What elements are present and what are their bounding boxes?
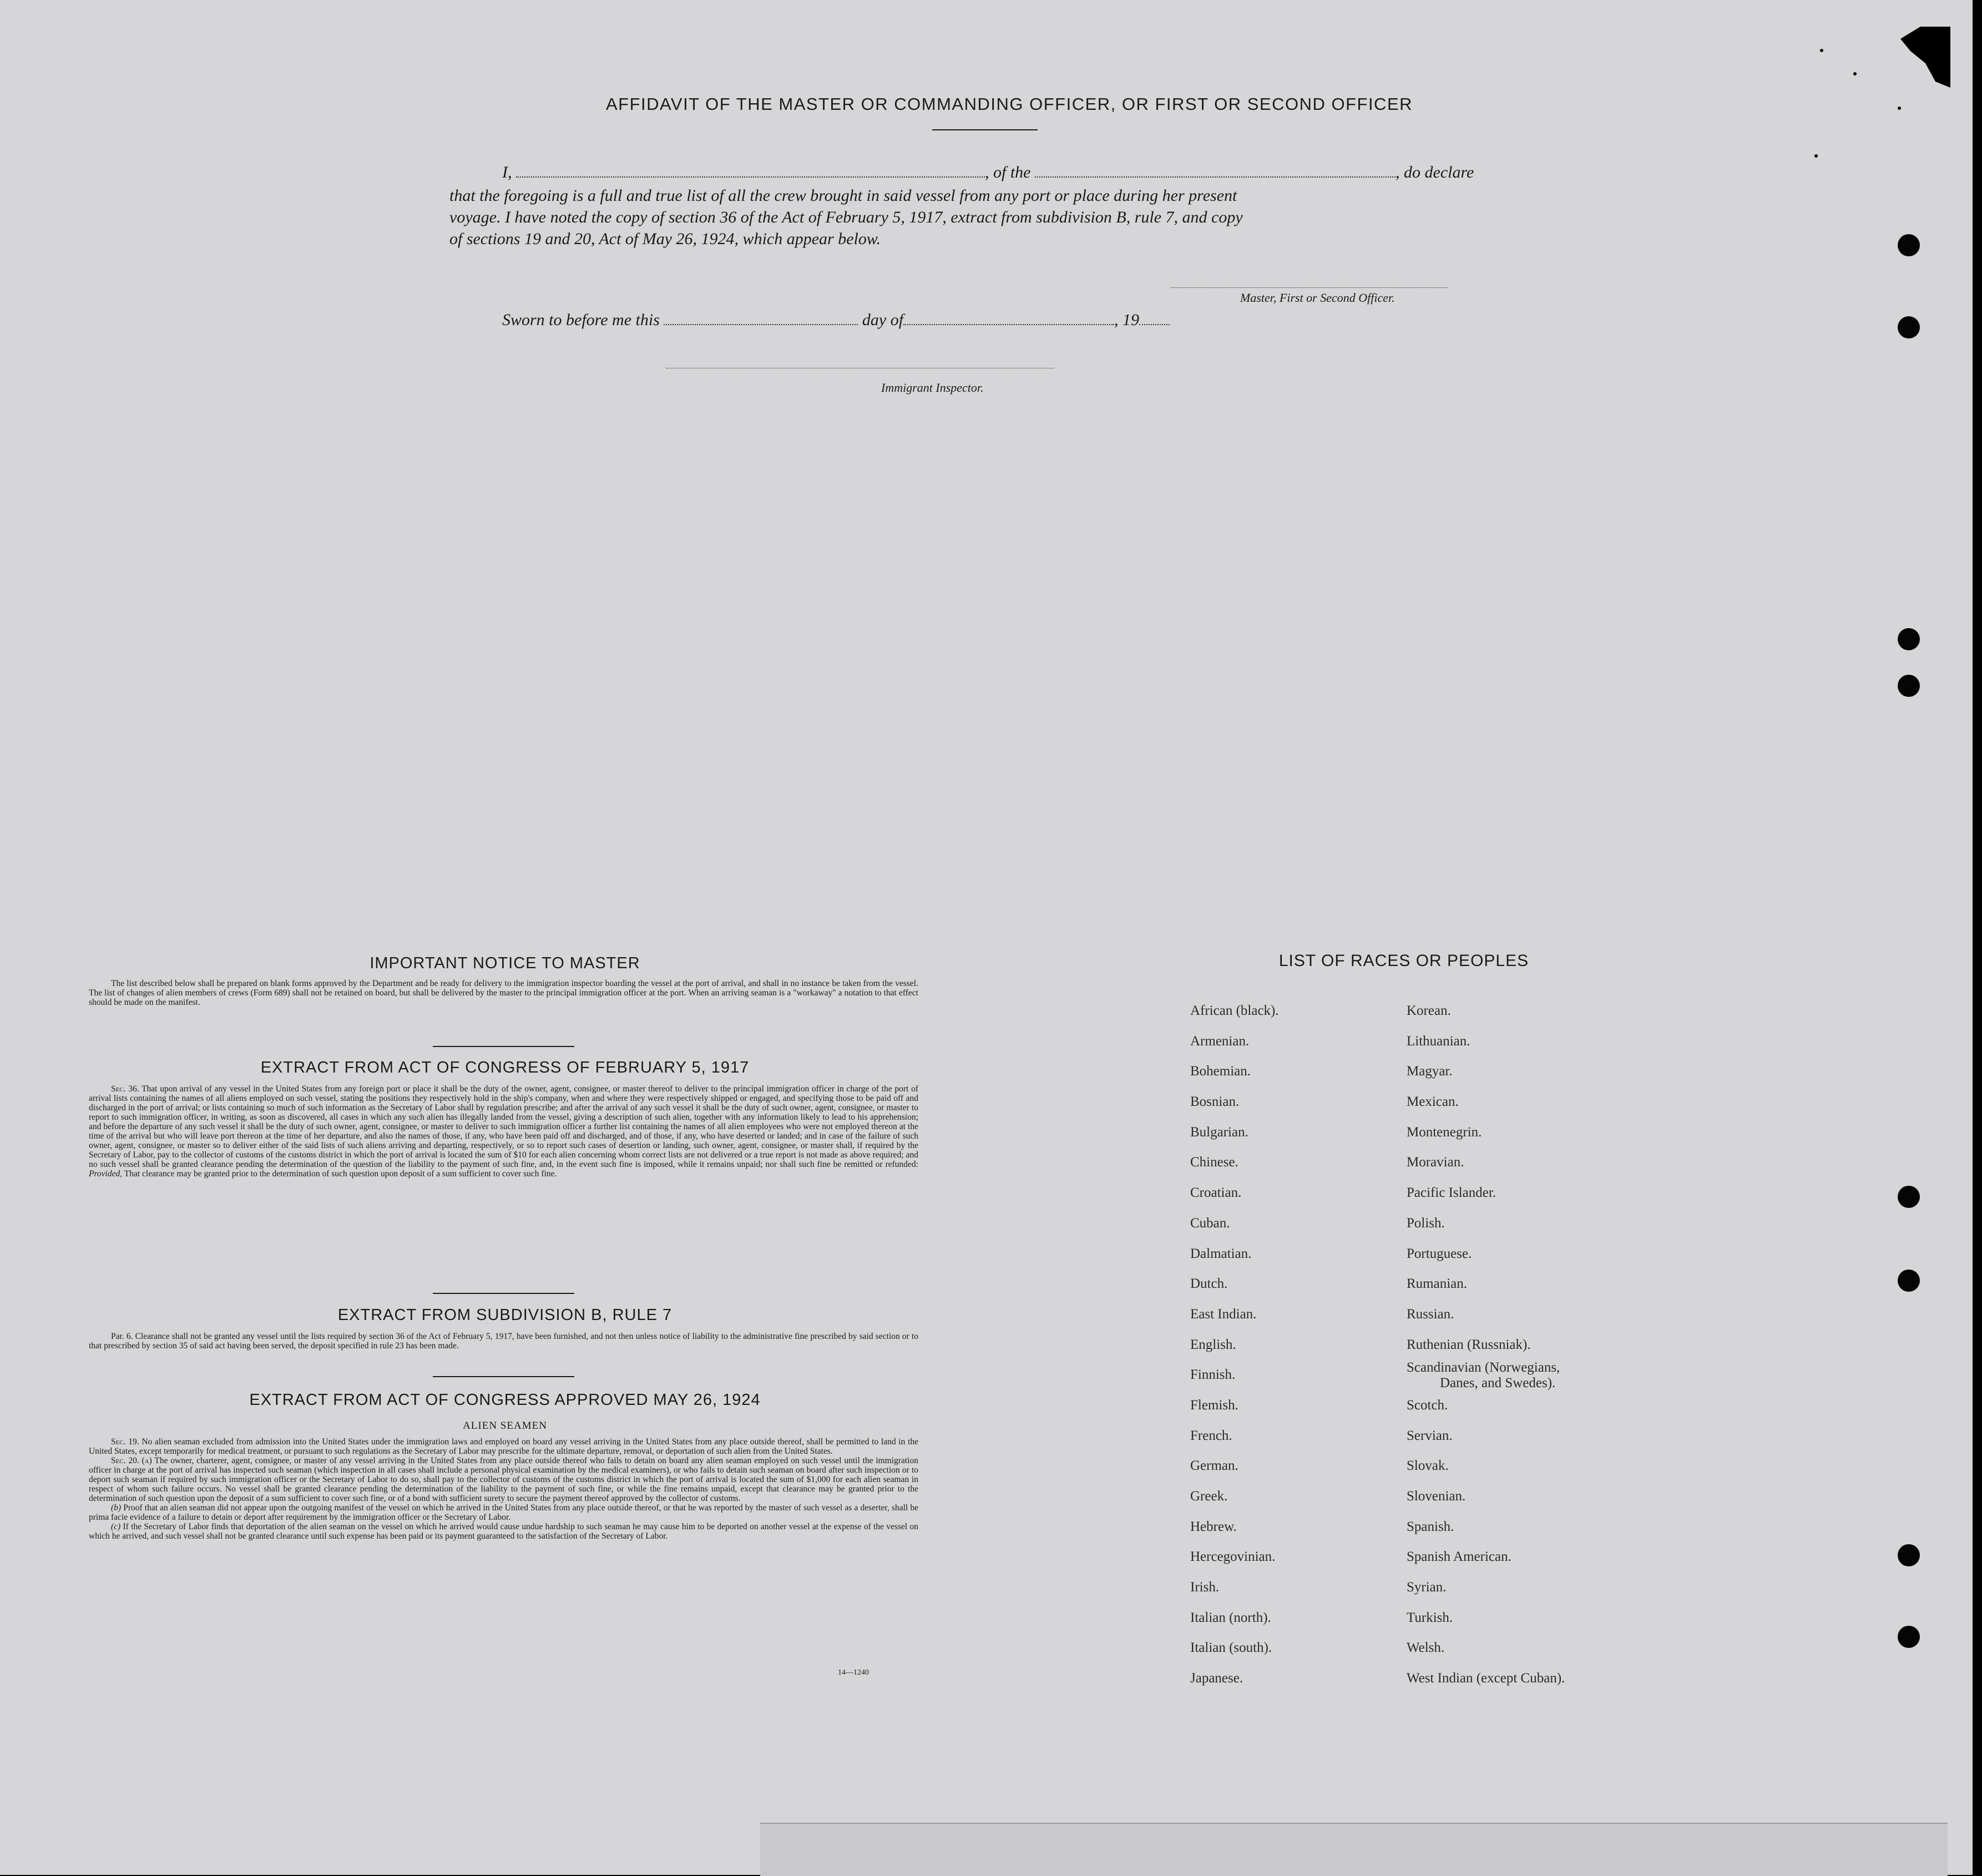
divider [433, 1046, 574, 1047]
races-right-column [1407, 996, 1565, 1694]
race-item: Chinese. [1190, 1155, 1238, 1170]
race-item: Moravian. [1407, 1155, 1464, 1170]
sec-20b-text: Proof that an alien seaman did not appear upon the outgoing manifest of the vessel on which he arrived in the United States from any place outside thereof, or that he was reported by the master of such vessel as a deserter, shall be prima facie evidence of a failure to detain or deport after requirement by the immigration officer or the Secretary of Labor. [89, 1503, 919, 1522]
race-item: Bosnian. [1190, 1094, 1240, 1110]
race-item: Scandinavian (Norwegians, [1407, 1360, 1560, 1376]
race-item: Syrian. [1407, 1580, 1447, 1595]
notice-title: IMPORTANT NOTICE TO MASTER [370, 954, 640, 972]
alien-seamen-subtitle: ALIEN SEAMEN [463, 1420, 547, 1432]
race-item: English. [1190, 1337, 1236, 1352]
name-blank [516, 176, 985, 178]
affidavit-declare: , do declare [1396, 163, 1474, 181]
race-item: Croatian. [1190, 1185, 1242, 1201]
race-item: Russian. [1407, 1306, 1454, 1322]
punch-hole [1898, 628, 1920, 650]
race-item: Portuguese. [1407, 1246, 1472, 1261]
extract-1924-body [89, 1437, 918, 1541]
sec-20b-label: (b) [111, 1503, 122, 1513]
race-item: African (black). [1190, 1003, 1279, 1018]
race-item: Dalmatian. [1190, 1246, 1252, 1261]
race-item: Rumanian. [1407, 1276, 1468, 1292]
extract-rule7-title: EXTRACT FROM SUBDIVISION B, RULE 7 [337, 1306, 673, 1324]
speck [1898, 107, 1901, 110]
master-signature-line [1171, 287, 1448, 288]
extract-1917-body [89, 1084, 918, 1179]
extract-rule7-body [89, 1332, 918, 1351]
affidavit-i: I, [502, 163, 512, 181]
sworn-line [502, 310, 1170, 331]
divider [433, 1376, 574, 1377]
punch-hole [1898, 1626, 1920, 1648]
affidavit-line-3: voyage. I have noted the copy of section 36 of the Act of February 5, 1917, extract from subdivision B, rule 7, and copy [449, 208, 1243, 226]
race-item: Mexican. [1407, 1094, 1459, 1110]
race-item: West Indian (except Cuban). [1407, 1671, 1565, 1686]
race-item: Finnish. [1190, 1367, 1236, 1383]
inspector-signature-line [666, 367, 1054, 368]
proviso-label: Provided, [89, 1169, 123, 1179]
sec-20-label: Sec. 20. (a) [111, 1456, 152, 1465]
rule7-text: Par. 6. Clearance shall not be granted any vessel until the lists required by section 36 of the Act of February 5, 1917, have been furnished, and not then unless notice of liability to the administrative fine prescribed by said section or to that prescribed by section 35 of said act having been served, the deposit specified in rule 23 has been made. [89, 1332, 918, 1351]
race-item-scandinavian [1407, 1360, 1565, 1390]
affidavit-line-2: that the foregoing is a full and true list of all the crew brought in said vessel from any port or place during her present [449, 186, 1237, 205]
race-item: French. [1190, 1428, 1232, 1443]
form-number: 14—1240 [838, 1668, 869, 1677]
race-item: Bohemian. [1190, 1064, 1251, 1079]
race-item: Ruthenian (Russniak). [1407, 1337, 1531, 1352]
race-item: Greek. [1190, 1489, 1228, 1504]
race-item: Hebrew. [1190, 1519, 1237, 1534]
speck [1853, 72, 1857, 75]
sec-19-label: Sec. 19. [111, 1437, 139, 1447]
punch-hole [1898, 675, 1920, 697]
race-item: German. [1190, 1458, 1238, 1474]
race-item: Servian. [1407, 1428, 1453, 1443]
race-item: Dutch. [1190, 1276, 1228, 1292]
race-item: Armenian. [1190, 1033, 1250, 1049]
race-item: Flemish. [1190, 1397, 1238, 1413]
notice-body [89, 979, 918, 1007]
vessel-blank [1035, 176, 1396, 178]
races-left-column [1190, 996, 1279, 1694]
sworn-prefix: Sworn to before me this [502, 311, 660, 329]
race-item: Irish. [1190, 1580, 1220, 1595]
race-item: Spanish American. [1407, 1549, 1511, 1565]
proviso-text: That clearance may be granted prior to the determination of such question upon deposit of a sum sufficient to cover such fine. [124, 1169, 557, 1179]
affidavit-line-1 [502, 162, 1474, 183]
punch-hole [1898, 234, 1920, 256]
punch-hole [1898, 316, 1920, 338]
master-signature-label: Master, First or Second Officer. [1240, 291, 1395, 305]
inspector-label: Immigrant Inspector. [881, 381, 984, 395]
race-item: Japanese. [1190, 1671, 1243, 1686]
race-item: Italian (north). [1190, 1610, 1271, 1625]
punch-hole [1898, 1544, 1920, 1566]
notice-text: The list described below shall be prepared on blank forms approved by the Department and be ready for delivery to the immigration inspector boarding the vessel at the port of arrival, and shall in no instance be taken from the vessel. The list of changes of alien members of crews (Form 689) shall not be retained on board, but shall be delivered by the master to the principal immigration officer at the port. When an arriving seaman is a "workaway" a notation to that effect should be made on the manifest. [89, 979, 918, 1007]
race-item: Slovak. [1407, 1458, 1449, 1474]
divider [433, 1293, 574, 1294]
year-blank [1139, 324, 1170, 325]
race-item: Italian (south). [1190, 1640, 1272, 1656]
torn-corner [1900, 27, 1950, 88]
race-item: Korean. [1407, 1003, 1451, 1018]
punch-hole [1898, 1186, 1920, 1208]
sec-20c-text: If the Secretary of Labor finds that deportation of the alien seaman on the vessel on which he arrived would cause undue hardship to such seaman he may cause him to be deported on another vessel at the expense of the vessel on which he arrived, and such vessel shall not be granted clearance until such expense has been paid or its payment guaranteed to the satisfaction of the Secretary of Labor. [89, 1522, 918, 1541]
sec-20c-label: (c) [111, 1522, 121, 1531]
sec-19-text: No alien seaman excluded from admission into the United States under the immigration laws and employed on board any vessel arriving in the United States from any place outside thereof, shall be permitted to land in the United States, except temporarily for medical treatment, or pursuant to such regulations as the Secretary of Labor may prescribe for the ultimate departure, removal, or deportation of such alien from the United States. [89, 1437, 918, 1456]
affidavit-line-4: of sections 19 and 20, Act of May 26, 1924, which appear below. [449, 230, 881, 248]
extract-1917-title: EXTRACT FROM ACT OF CONGRESS OF FEBRUARY 5, 1917 [260, 1059, 750, 1076]
month-blank [903, 324, 1114, 325]
sworn-day-of: day of [862, 311, 904, 329]
race-item: Cuban. [1190, 1215, 1230, 1231]
race-item: Spanish. [1407, 1519, 1454, 1534]
race-item: East Indian. [1190, 1306, 1257, 1322]
race-item-continuation: Danes, and Swedes). [1440, 1376, 1556, 1391]
sec-36-text: That upon arrival of any vessel in the United States from any foreign port or place it shall be the duty of the owner, agent, consignee, or master thereof to deliver to the principal immigration officer in charge of the port of arrival lists containing the names of all aliens employed on such vessel, stating the positions they respectively hold in the ship's company, when and where they were respectively shipped or engaged, and specifying those to be paid off and discharged in the port of arrival; or lists containing so much of such information as the Secretary of Labor shall by regulation prescribe; and after the arrival of any such vessel it shall be the duty of such owner, agent, consignee, or master to report to such immigration officer, in writing, as soon as discovered, all cases in which any such alien has illegally landed from the vessel, giving a description of such alien, together with any information likely to lead to his apprehension; and before the departure of any such vessel it shall be the duty of such owner, agent, consignee, or master to deliver to such immigration officer a further list containing the names of all alien employees who were not employed thereon at the time of the arrival but who will leave port thereon at the time of her departure, and also the names of those, if any, who have been paid off and discharged, and of those, if any, who have deserted or landed; and in case of the failure of such owner, agent, consignee, or master so to deliver either of the said lists of such aliens arriving and departing, respectively, or so to report such cases of desertion or landing, such owner, agent, consignee, or master shall, if required by the Secretary of Labor, pay to the collector of customs of the customs district in which the port of arrival is located the sum of $10 for each alien concerning whom correct lists are not delivered or a true report is not made as above required; and no such vessel shall be granted clearance pending the determination of the question of the liability to the payment of such fine, and, in the event such fine is imposed, while it remains unpaid; nor shall such fine be remitted or refunded: [89, 1084, 918, 1169]
sworn-year: , 19 [1114, 311, 1140, 329]
race-item: Montenegrin. [1407, 1124, 1482, 1140]
race-item: Bulgarian. [1190, 1124, 1248, 1140]
speck [1820, 49, 1823, 52]
race-item: Polish. [1407, 1215, 1445, 1231]
affidavit-of-the: , of the [985, 163, 1031, 181]
race-item: Pacific Islander. [1407, 1185, 1496, 1201]
title-underline [932, 129, 1038, 130]
race-item: Scotch. [1407, 1397, 1448, 1413]
affidavit-title: AFFIDAVIT OF THE MASTER OR COMMANDING OFFICER, OR FIRST OR SECOND OFFICER [605, 94, 1413, 114]
punch-hole [1898, 1270, 1920, 1292]
race-item: Magyar. [1407, 1064, 1453, 1079]
sec-20a-text: The owner, charterer, agent, consignee, or master of any vessel arriving in the United States from any place outside thereof who fails to detain on board any alien seaman employed on such vessel until the immigration officer in charge at the port of arrival has inspected such seaman (which inspection in all cases shall include a personal physical examination by the medical examiners), or who fails to detain such seaman on board after such inspection or to deport such seaman if required by such immigration officer or the Secretary of Labor to do so, shall pay to the collector of customs of the customs district in which the port of arrival is located the sum of $1,000 for each alien seaman in respect of whom such failure occurs. No vessel shall be granted clearance pending the determination of the liability to the payment of such fine, or while the fine remains unpaid, except that clearance may be granted prior to the determination of such question upon the deposit of a sum sufficient to cover such fine, or of a bond with sufficient surety to secure the payment thereof approved by the collector of customs. [89, 1456, 918, 1503]
race-item: Turkish. [1407, 1610, 1453, 1625]
race-item: Slovenian. [1407, 1489, 1466, 1504]
speck [1814, 154, 1818, 158]
extract-1924-title: EXTRACT FROM ACT OF CONGRESS APPROVED MAY 26, 1924 [249, 1391, 761, 1409]
day-blank [664, 324, 858, 325]
race-item: Lithuanian. [1407, 1033, 1470, 1049]
race-item: Welsh. [1407, 1640, 1445, 1656]
sec-36-label: Sec. 36. [111, 1084, 139, 1094]
race-item: Hercegovinian. [1190, 1549, 1276, 1565]
races-title: LIST OF RACES OR PEOPLES [1278, 952, 1529, 970]
underlying-sheet-edge [760, 1823, 1948, 1876]
